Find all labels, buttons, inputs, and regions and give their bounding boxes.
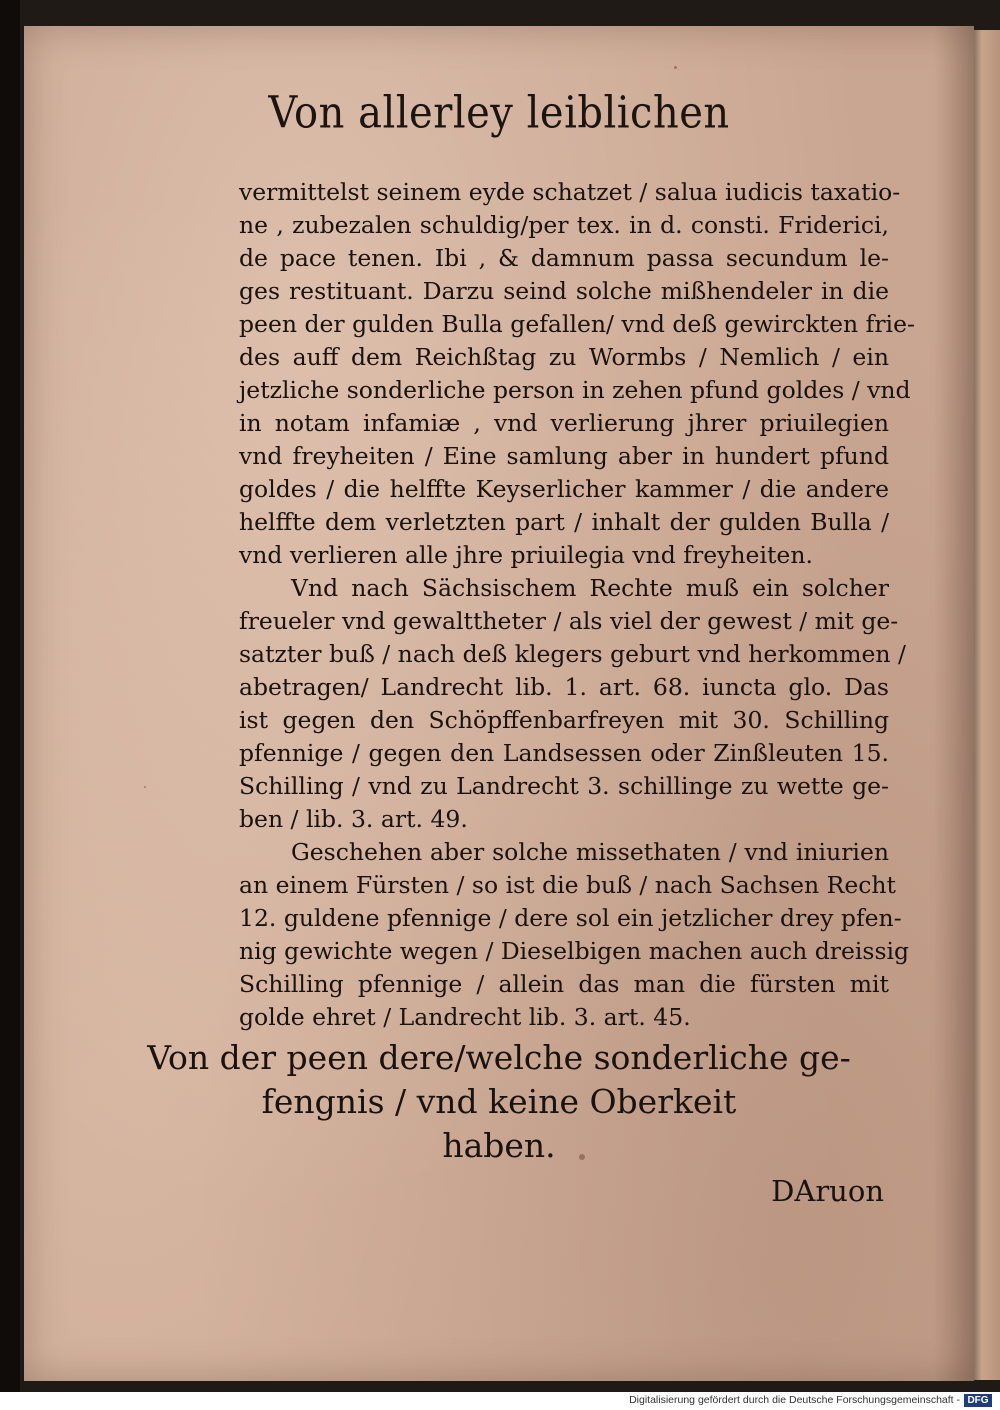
body-line: nig gewichte wegen / Dieselbigen machen auch dreissig <box>239 937 910 965</box>
book-fore-edge <box>970 30 1000 1380</box>
body-line-paragraph-start: Geschehen aber solche missethaten / vnd iniurien <box>291 838 889 866</box>
body-line: golde ehret / Landrecht lib. 3. art. 45. <box>239 1003 691 1031</box>
book-page <box>24 26 974 1381</box>
section-heading-line: haben. <box>442 1126 556 1165</box>
footer-bar <box>0 1392 1000 1410</box>
body-line: freueler vnd gewaltthеter / als viel der gewest / mit ge- <box>239 607 899 635</box>
body-line: 12. guldene pfennige / dere sol ein jetzlicher drey pfen- <box>239 904 902 932</box>
body-line: Schilling / vnd zu Landrecht 3. schillinge zu wette ge- <box>239 772 889 800</box>
body-line: helffte dem verletzten part / inhalt der gulden Bulla / <box>239 508 889 536</box>
body-line: pfennige / gegen den Landsessen oder Zinßleuten 15. <box>239 739 889 767</box>
digitization-credit: Digitalisierung gefördert durch die Deutsche Forschungsgemeinschaft - <box>629 1394 960 1406</box>
scan-left-edge <box>0 0 20 1392</box>
section-heading <box>24 1036 974 1168</box>
body-line: vnd freyheiten / Eine samlung aber in hundert pfund <box>239 442 889 470</box>
paper-speck <box>144 786 146 788</box>
catchword: DAruon <box>771 1174 884 1208</box>
body-line: de pace tenen. Ibi , & damnum passa secundum le- <box>239 244 889 272</box>
body-line: vnd verlieren alle jhre priuilegia vnd freyheiten. <box>239 541 813 569</box>
body-line-paragraph-start: Vnd nach Sächsischem Rechte muß ein solcher <box>291 574 889 602</box>
body-line: Schilling pfennige / allein das man die fürsten mit <box>239 970 889 998</box>
dfg-logo: DFG <box>964 1394 992 1407</box>
body-line: ben / lib. 3. art. 49. <box>239 805 468 833</box>
section-heading-line: Von der peen dere/welche sonderliche ge- <box>147 1038 851 1077</box>
body-line: jetzliche sonderliche person in zehen pfund goldes / vnd <box>239 376 911 404</box>
body-line: vermittelst seinem eyde schatzet / salua iudicis taxatio- <box>239 178 901 206</box>
body-line: goldes / die helffte Keyserlicher kammer / die andere <box>239 475 889 503</box>
body-line: ist gegen den Schöpffenbarfreyen mit 30. Schilling <box>239 706 889 734</box>
running-head: Von allerley leiblichen <box>268 87 730 139</box>
body-line: abetragen/ Landrecht lib. 1. art. 68. iuncta glo. Das <box>239 673 889 701</box>
body-line: ne , zubezalen schuldig/per tex. in d. consti. Friderici, <box>239 211 889 239</box>
body-line: an einem Fürsten / so ist die buß / nach Sachsen Recht <box>239 871 896 899</box>
body-line: in notam infamiæ , vnd verlierung jhrer priuilegien <box>239 409 889 437</box>
section-heading-line: fengnis / vnd keine Oberkeit <box>261 1082 737 1121</box>
paper-speck <box>674 66 677 69</box>
body-line: des auff dem Reichßtag zu Wormbs / Nemlich / ein <box>239 343 889 371</box>
paper-speck <box>579 1154 585 1160</box>
body-line: peen der gulden Bulla gefallen/ vnd deß gewirckten frie- <box>239 310 915 338</box>
page-gutter-shadow <box>934 26 974 1381</box>
body-line: ges restituant. Darzu seind solche mißhendeler in die <box>239 277 889 305</box>
body-line: satzter buß / nach deß klegers geburt vnd herkommen / <box>239 640 906 668</box>
body-text <box>239 176 915 1034</box>
